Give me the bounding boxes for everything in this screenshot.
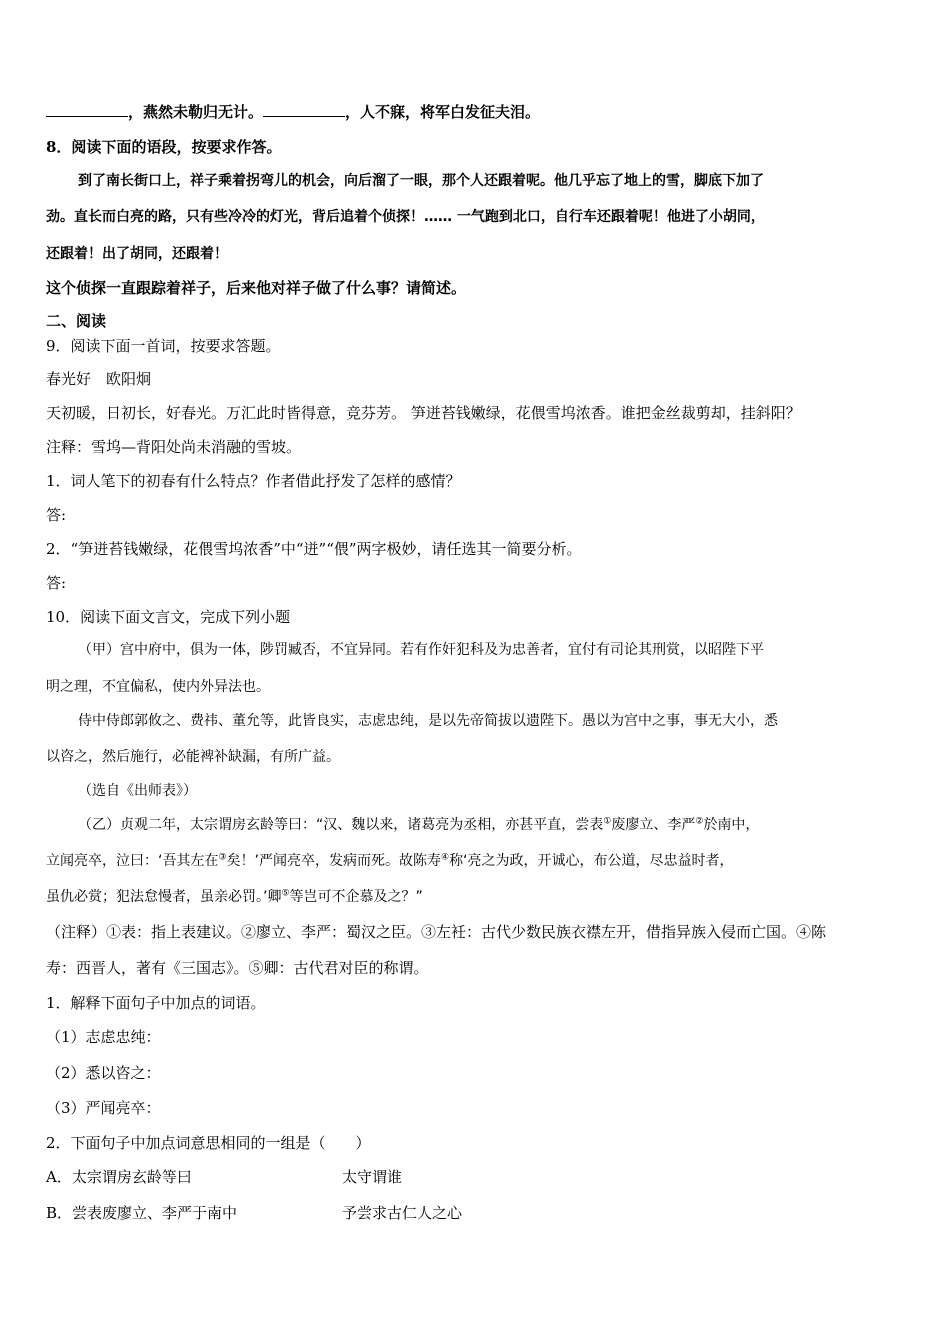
option-b[interactable]: B．尝表废廖立、李严于南中 [46,1204,238,1222]
q9-answer1[interactable]: 答: [46,506,67,524]
footnote-marker-3: ③ [218,852,227,863]
q9-sub1: 1．词人笔下的初春有什么特点？作者借此抒发了怎样的感情？ [46,472,461,490]
option-a[interactable]: A．太宗谓房玄龄等曰 [46,1168,192,1186]
answer-blank-2[interactable] [263,102,345,117]
q10-yi-line1: （乙）贞观二年，太宗谓房玄龄等曰：“汉、魏以来，诸葛亮为丞相，亦甚平直，尝表①废廖立、李严②於南中， [78,816,760,833]
q10-sub1: 1．解释下面句子中加点的词语。 [46,994,266,1012]
q7-tail-line: ，燕然未勒归无计。 ，人不寐，将军白发征夫泪。 [46,102,540,122]
q9-poem-title: 春光好 欧阳炯 [46,370,152,388]
q9-note: 注释：雪坞—背阳处尚未消融的雪坡。 [46,438,302,456]
q8-passage-line3: 还跟着！出了胡同，还跟着！ [46,246,228,262]
section-title: 二、阅读 [46,312,107,330]
q10-prompt: 10．阅读下面文言文，完成下列小题 [46,608,291,626]
answer-blank-1[interactable] [46,102,128,117]
q10-jia-source: （选自《出师表》） [78,783,197,799]
q10-sub1-item1: （1）志虑忠纯： [46,1028,161,1046]
footnote-marker-2: ② [695,816,704,827]
q10-sub1-item2: （2）悉以咨之： [46,1064,161,1082]
q10-jia-line3: 侍中侍郎郭攸之、费祎、董允等，此皆良实，志虑忠纯，是以先帝简拔以遗陛下。愚以为宫中之事，事无大小，悉 [78,713,778,729]
q10-sub2: 2．下面句子中加点词意思相同的一组是（ ） [46,1134,371,1152]
q10-notes-line2: 寿：西晋人，著有《三国志》。⑤卿：古代君对臣的称谓。 [46,959,429,977]
q10-sub1-item3: （3）严闻亮卒： [46,1099,161,1117]
q9-sub2: 2．“笋迸苔钱嫩绿，花偎雪坞浓香”中“迸”“偎”两字极妙，请任选其一简要分析。 [46,540,582,558]
footnote-marker-5: ⑤ [281,888,290,899]
q8-prompt: 8．阅读下面的语段，按要求作答。 [46,138,282,156]
q8-passage-line2: 劲。直长而白亮的路，只有些冷冷的灯光，背后追着个侦探！…… 一气跑到北口，自行车还跟着呢！他进了小胡同， [46,209,765,225]
q9-prompt: 9．阅读下面一首词，按要求答题。 [46,337,281,355]
q9-answer2[interactable]: 答: [46,574,67,592]
q9-poem-text: 天初暖，日初长，好春光。万汇此时皆得意，竞芬芳。 笋迸苔钱嫩绿，花偎雪坞浓香。谁把金丝裁剪却，挂斜阳？ [46,404,801,422]
footnote-marker-4: ④ [440,852,450,863]
q10-jia-line2: 明之理，不宜偏私，使内外异法也。 [46,679,270,695]
q10-yi-line2: 立闻亮卒，泣曰：‘吾其左在③矣！’严闻亮卒，发病而死。故陈寿④称‘亮之为政，开诚心，布公道，尽忠益时者， [46,852,734,869]
q8-passage-line1: 到了南长街口上，祥子乘着拐弯儿的机会，向后溜了一眼，那个人还跟着呢。他几乎忘了地上的雪，脚底下加了 [78,173,764,189]
q10-notes-line1: （注释）①表：指上表建议。②廖立、李严：蜀汉之臣。③左衽：古代少数民族衣襟左开，借指异族入侵而亡国。④陈 [46,923,827,941]
q8-question: 这个侦探一直跟踪着祥子，后来他对祥子做了什么事？请简述。 [46,279,467,297]
footnote-marker-1: ① [603,816,612,827]
q10-jia-line1: （甲）宫中府中，俱为一体，陟罚臧否，不宜异同。若有作奸犯科及为忠善者，宜付有司论其刑赏，以昭陛下平 [78,642,764,658]
option-b-compare: 予尝求古仁人之心 [342,1204,463,1222]
q10-jia-line4: 以咨之，然后施行，必能裨补缺漏，有所广益。 [46,749,340,765]
option-a-compare: 太守谓谁 [342,1168,403,1186]
q10-yi-line3: 虽仇必赏；犯法怠慢者，虽亲必罚。’卿⑤等岂可不企慕及之？” [46,888,423,905]
